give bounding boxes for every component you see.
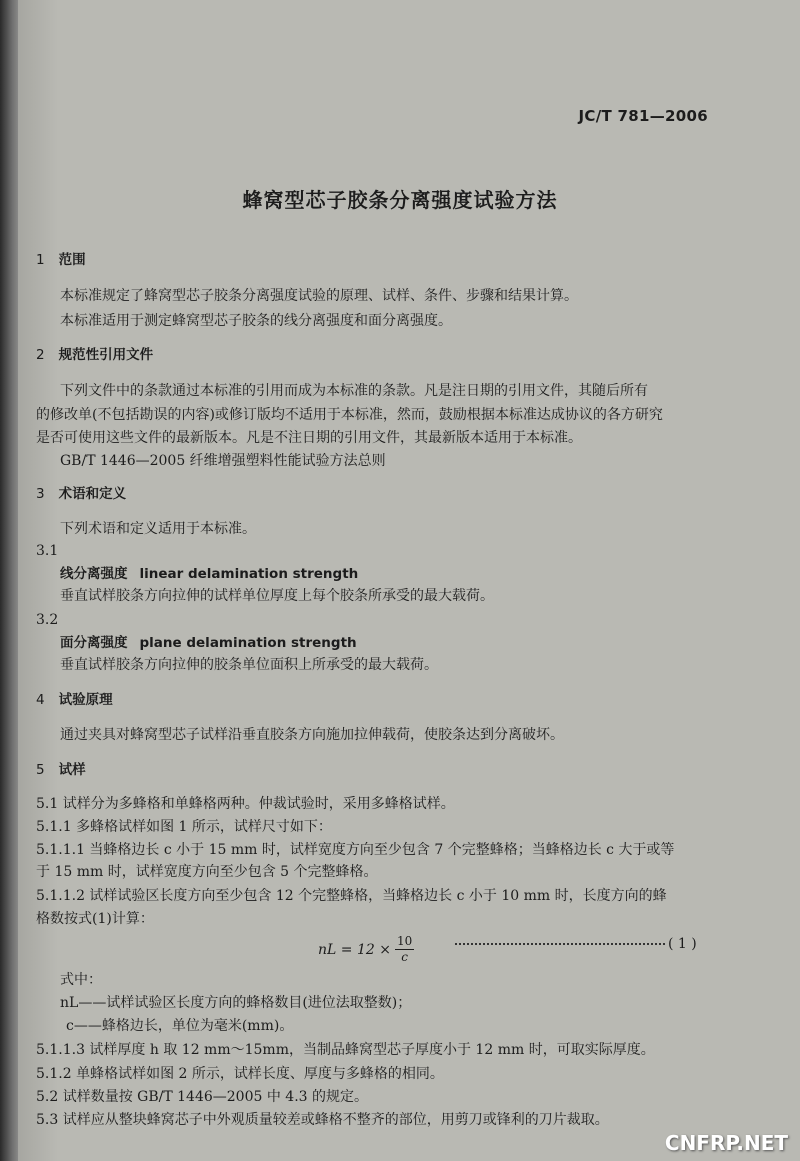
clause-5-1-1-2-cont: 格数按式(1)计算：: [36, 911, 154, 927]
paragraph-line: 下列文件中的条款通过本标准的引用而成为本标准的条款。凡是注日期的引用文件，其随后所有: [60, 383, 648, 399]
clause-5-3: 5.3 试样应从整块蜂窝芯子中外观质量较差或蜂格不整齐的部位，用剪刀或锋利的刀片裁取。: [36, 1112, 609, 1128]
document-title: 蜂窝型芯子胶条分离强度试验方法: [242, 188, 558, 212]
term-english: plane delamination strength: [139, 635, 357, 651]
clause-number: 3.1: [36, 543, 59, 559]
formula-number: ( 1 ): [668, 936, 697, 952]
term-chinese: 面分离强度: [60, 635, 128, 651]
section-3-heading: [36, 484, 126, 504]
term-entry: [60, 564, 358, 584]
section-1-heading: [36, 250, 86, 270]
section-title: 试样: [58, 762, 86, 778]
term-entry: [60, 633, 357, 653]
section-title: 试验原理: [58, 692, 113, 708]
where-label: 式中：: [60, 972, 102, 988]
section-number: 4: [36, 692, 45, 708]
clause-5-1: 5.1 试样分为多蜂格和单蜂格两种。仲裁试验时，采用多蜂格试样。: [36, 796, 455, 812]
section-number: 2: [36, 347, 45, 363]
section-number: 3: [36, 486, 45, 502]
paragraph: 本标准规定了蜂窝型芯子胶条分离强度试验的原理、试样、条件、步骤和结果计算。: [60, 288, 578, 304]
clause-number: 3.2: [36, 612, 59, 628]
term-english: linear delamination strength: [139, 566, 359, 582]
section-number: 5: [36, 762, 45, 778]
formula-lhs: nL = 12 ×: [318, 941, 391, 958]
section-4-heading: [36, 690, 113, 710]
variable-definition: c——蜂格边长，单位为毫米(mm)。: [66, 1018, 294, 1034]
clause-5-1-1-1: 5.1.1.1 当蜂格边长 c 小于 15 mm 时，试样宽度方向至少包含 7 个完整蜂格；当蜂格边长 c 大于或等: [36, 842, 675, 858]
paragraph: 下列术语和定义适用于本标准。: [60, 521, 256, 537]
clause-5-1-1-1-cont: 于 15 mm 时，试样宽度方向至少包含 5 个完整蜂格。: [36, 864, 378, 880]
standard-code: JC/T 781—2006: [578, 107, 708, 125]
paragraph-line: 的修改单(不包括勘误的内容)或修订版均不适用于本标准，然而，鼓励根据本标准达成协议的各方研究: [36, 407, 663, 423]
section-5-heading: [36, 760, 86, 780]
clause-5-1-1: 5.1.1 多蜂格试样如图 1 所示，试样尺寸如下：: [36, 819, 332, 835]
term-definition: 垂直试样胶条方向拉伸的胶条单位面积上所承受的最大载荷。: [60, 657, 438, 673]
section-title: 范围: [58, 252, 86, 268]
term-definition: 垂直试样胶条方向拉伸的试样单位厚度上每个胶条所承受的最大载荷。: [60, 588, 494, 604]
term-chinese: 线分离强度: [60, 566, 128, 582]
fraction-denominator: c: [401, 950, 408, 964]
section-title: 术语和定义: [58, 486, 127, 502]
clause-5-1-1-2: 5.1.1.2 试样试验区长度方向至少包含 12 个完整蜂格，当蜂格边长 c 小于 10 mm 时，长度方向的蜂: [36, 888, 667, 904]
formula-fraction: [395, 934, 414, 965]
fraction-numerator: 10: [396, 934, 413, 948]
section-2-heading: [36, 345, 153, 365]
paragraph: 通过夹具对蜂窝型芯子试样沿垂直胶条方向施加拉伸载荷，使胶条达到分离破坏。: [60, 727, 564, 743]
clause-5-1-2: 5.1.2 单蜂格试样如图 2 所示，试样长度、厚度与多蜂格的相同。: [36, 1066, 444, 1082]
clause-5-1-1-3: 5.1.1.3 试样厚度 h 取 12 mm～15mm，当制品蜂窝型芯子厚度小于 12 mm 时，可取实际厚度。: [36, 1042, 655, 1058]
clause-5-2: 5.2 试样数量按 GB/T 1446—2005 中 4.3 的规定。: [36, 1089, 369, 1105]
paragraph: 本标准适用于测定蜂窝型芯子胶条的线分离强度和面分离强度。: [60, 313, 452, 329]
formula-1: [318, 934, 414, 965]
section-number: 1: [36, 252, 45, 268]
formula-leader-dots: [455, 943, 665, 945]
paragraph-line: 是否可使用这些文件的最新版本。凡是不注日期的引用文件，其最新版本适用于本标准。: [36, 430, 582, 446]
normative-reference: GB/T 1446—2005 纤维增强塑料性能试验方法总则: [60, 453, 386, 469]
site-watermark: CNFRP.NET: [664, 1131, 788, 1155]
variable-definition: nL——试样试验区长度方向的蜂格数目(进位法取整数)；: [60, 995, 412, 1011]
section-title: 规范性引用文件: [58, 347, 154, 363]
